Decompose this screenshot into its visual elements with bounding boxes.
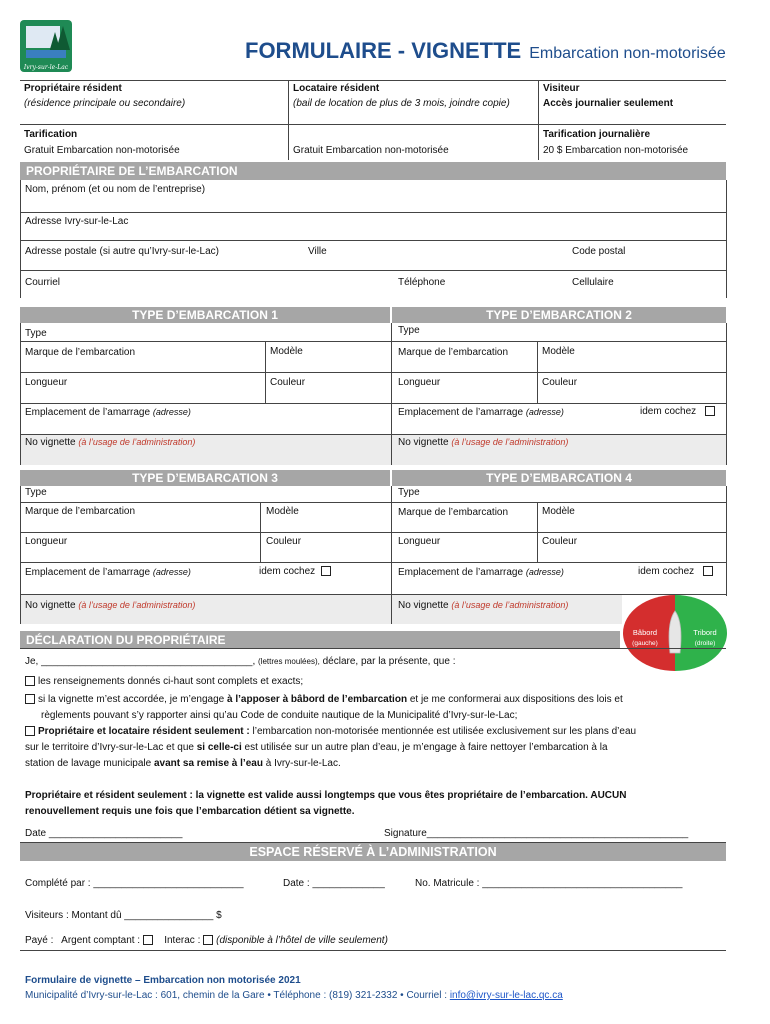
boat-2-model[interactable]: Modèle [542,346,575,357]
declaration-item-1: les renseignements donnés ci-haut sont complets et exacts; [25,674,303,690]
owner-section-title: PROPRIÉTAIRE DE L’EMBARCATION [20,162,726,180]
footer-contact: Municipalité d’Ivry-sur-le-Lac : 601, chemin de la Gare • Téléphone : (819) 321-2332 • Courriel : info@ivry-sur-le-lac.qc.ca [25,990,563,1001]
interac-checkbox[interactable] [203,935,213,945]
payment-row: Payé : Argent comptant : Interac : (disponible à l’hôtel de ville seulement) [25,935,388,946]
boat-2-idem: idem cochez [640,406,718,417]
visitors-amount-field[interactable]: Visiteurs : Montant dû ________________ $ [25,910,222,921]
declaration-item-2: si la vignette m’est accordée, je m’engage à l’apposer à bâbord de l’embarcation et je me conformerai aux dispositions des lois et règlements pouvant s’y rapporter ainsi qu’au Code de conduite nautique de la Municipalité d’Ivry-sur-le-Lac; [25,692,725,724]
name-field[interactable]: Nom, prénom (et ou nom de l’entreprise) [25,184,206,195]
completed-by-field[interactable]: Complété par : ___________________________ [25,878,244,889]
email-field[interactable]: Courriel [25,277,61,288]
boat-2-type[interactable]: Type [398,325,420,336]
boat-4-mooring: Emplacement de l’amarrage (adresse) [398,567,564,578]
boat-1-color[interactable]: Couleur [270,377,306,388]
declaration-note-1: Propriétaire et résident seulement : la vignette est valide aussi longtemps que vous êtes propriétaire de l’embarcation. AUCUN [25,790,627,801]
visitor-pricing: 20 $ Embarcation non-motorisée [543,145,689,156]
logo-text: Ivry-sur-le-Lac [23,64,69,71]
cash-checkbox[interactable] [143,935,153,945]
postal-code-field[interactable]: Code postal [572,246,626,257]
port-sub: (gauche) [632,640,658,647]
matricule-field[interactable]: No. Matricule : ____________________________________ [415,878,683,889]
starboard-label: Tribord [693,628,717,637]
boat-4-color[interactable]: Couleur [542,536,578,547]
declaration-je: Je, ______________________________________, (lettres moulées), déclare, par la présente, que : [25,656,456,667]
boat-3-idem: idem cochez [259,566,334,577]
boat-4-idem-checkbox[interactable] [703,566,713,576]
boat-1-mooring: Emplacement de l’amarrage (adresse) [25,407,191,418]
tenant-pricing: Gratuit Embarcation non-motorisée [293,145,449,156]
address-field[interactable]: Adresse Ivry-sur-le-Lac [25,216,129,227]
boat-4-idem: idem cochez [638,566,716,577]
form-title: FORMULAIRE - VIGNETTE Embarcation non-motorisée [245,38,726,63]
boat-4-length[interactable]: Longueur [398,536,441,547]
footer-email-link[interactable]: info@ivry-sur-le-lac.qc.ca [449,990,563,1001]
footer-title: Formulaire de vignette – Embarcation non motorisée 2021 [25,975,301,986]
cell-field[interactable]: Cellulaire [572,277,614,288]
boat-1-brand[interactable]: Marque de l’embarcation [25,347,136,358]
boat-1-model[interactable]: Modèle [270,346,303,357]
boat-4-model[interactable]: Modèle [542,506,575,517]
form-subtitle: Embarcation non-motorisée [529,45,726,62]
boat-4-title: TYPE D’EMBARCATION 4 [392,470,726,486]
boat-2-title: TYPE D’EMBARCATION 2 [392,307,726,323]
boat-2-vignette: No vignette (à l’usage de l’administration) [398,437,569,448]
city-field[interactable]: Ville [308,246,327,257]
boat-1-length[interactable]: Longueur [25,377,68,388]
declaration-note-2: renouvellement requis une fois que l’embarcation détient sa vignette. [25,806,355,817]
postal-address-field[interactable]: Adresse postale (si autre qu’Ivry-sur-le-Lac) [25,246,219,257]
boat-2-brand[interactable]: Marque de l’embarcation [398,347,509,358]
boat-1-title: TYPE D’EMBARCATION 1 [20,307,390,323]
visitor-category-title: Visiteur [543,83,580,94]
admin-title: ESPACE RÉSERVÉ À L’ADMINISTRATION [20,843,726,861]
boat-3-vignette: No vignette (à l’usage de l’administration) [25,600,196,611]
owner-category-title: Propriétaire résident [24,83,122,94]
admin-date-field[interactable]: Date : _____________ [283,878,385,889]
owner-pricing: Gratuit Embarcation non-motorisée [24,145,180,156]
declaration-title: DÉCLARATION DU PROPRIÉTAIRE [20,631,620,648]
declaration-checkbox-1[interactable] [25,676,35,686]
boat-2-color[interactable]: Couleur [542,377,578,388]
boat-2-length[interactable]: Longueur [398,377,441,388]
owner-category-note: (résidence principale ou secondaire) [24,98,186,109]
declaration-item-3: Propriétaire et locataire résident seulement : l’embarcation non-motorisée mentionnée est utilisée exclusivement sur les plans d’eau sur le territoire d’Ivry-sur-le-Lac et que si celle-ci est utilisée sur un autre plan d’eau, je m’engage à faire nettoyer l’embarcation à la station de lavage municipale avant sa remise à l’eau à Ivry-sur-le-Lac. [25,726,637,769]
boat-1-type[interactable]: Type [25,328,47,339]
boat-4-type[interactable]: Type [398,487,420,498]
visitor-pricing-label: Tarification journalière [543,129,651,140]
port-starboard-diagram [623,595,727,671]
pricing-label: Tarification [24,129,78,140]
declaration-checkbox-3[interactable] [25,726,35,736]
boat-2-idem-checkbox[interactable] [705,406,715,416]
port-label: Bâbord [632,628,658,637]
boat-3-model[interactable]: Modèle [266,506,299,517]
boat-3-type[interactable]: Type [25,487,47,498]
boat-3-brand[interactable]: Marque de l’embarcation [25,506,136,517]
boat-3-title: TYPE D’EMBARCATION 3 [20,470,390,486]
date-field[interactable]: Date ________________________ [25,828,183,839]
phone-field[interactable]: Téléphone [398,277,446,288]
starboard-sub: (droite) [694,640,716,647]
boat-2-mooring: Emplacement de l’amarrage (adresse) [398,407,564,418]
visitor-category-note: Accès journalier seulement [543,98,674,109]
boat-1-vignette: No vignette (à l’usage de l’administration) [25,437,196,448]
municipality-logo [20,20,72,72]
tenant-category-note: (bail de location de plus de 3 mois, joindre copie) [293,98,510,109]
boat-4-brand[interactable]: Marque de l’embarcation [398,507,509,518]
tenant-category-title: Locataire résident [293,83,380,94]
boat-3-color[interactable]: Couleur [266,536,302,547]
boat-3-length[interactable]: Longueur [25,536,68,547]
signature-field[interactable]: Signature_______________________________________________ [384,828,689,839]
boat-4-vignette: No vignette (à l’usage de l’administration) [398,600,569,611]
boat-3-idem-checkbox[interactable] [321,566,331,576]
boat-3-mooring: Emplacement de l’amarrage (adresse) [25,567,191,578]
declaration-checkbox-2[interactable] [25,694,35,704]
